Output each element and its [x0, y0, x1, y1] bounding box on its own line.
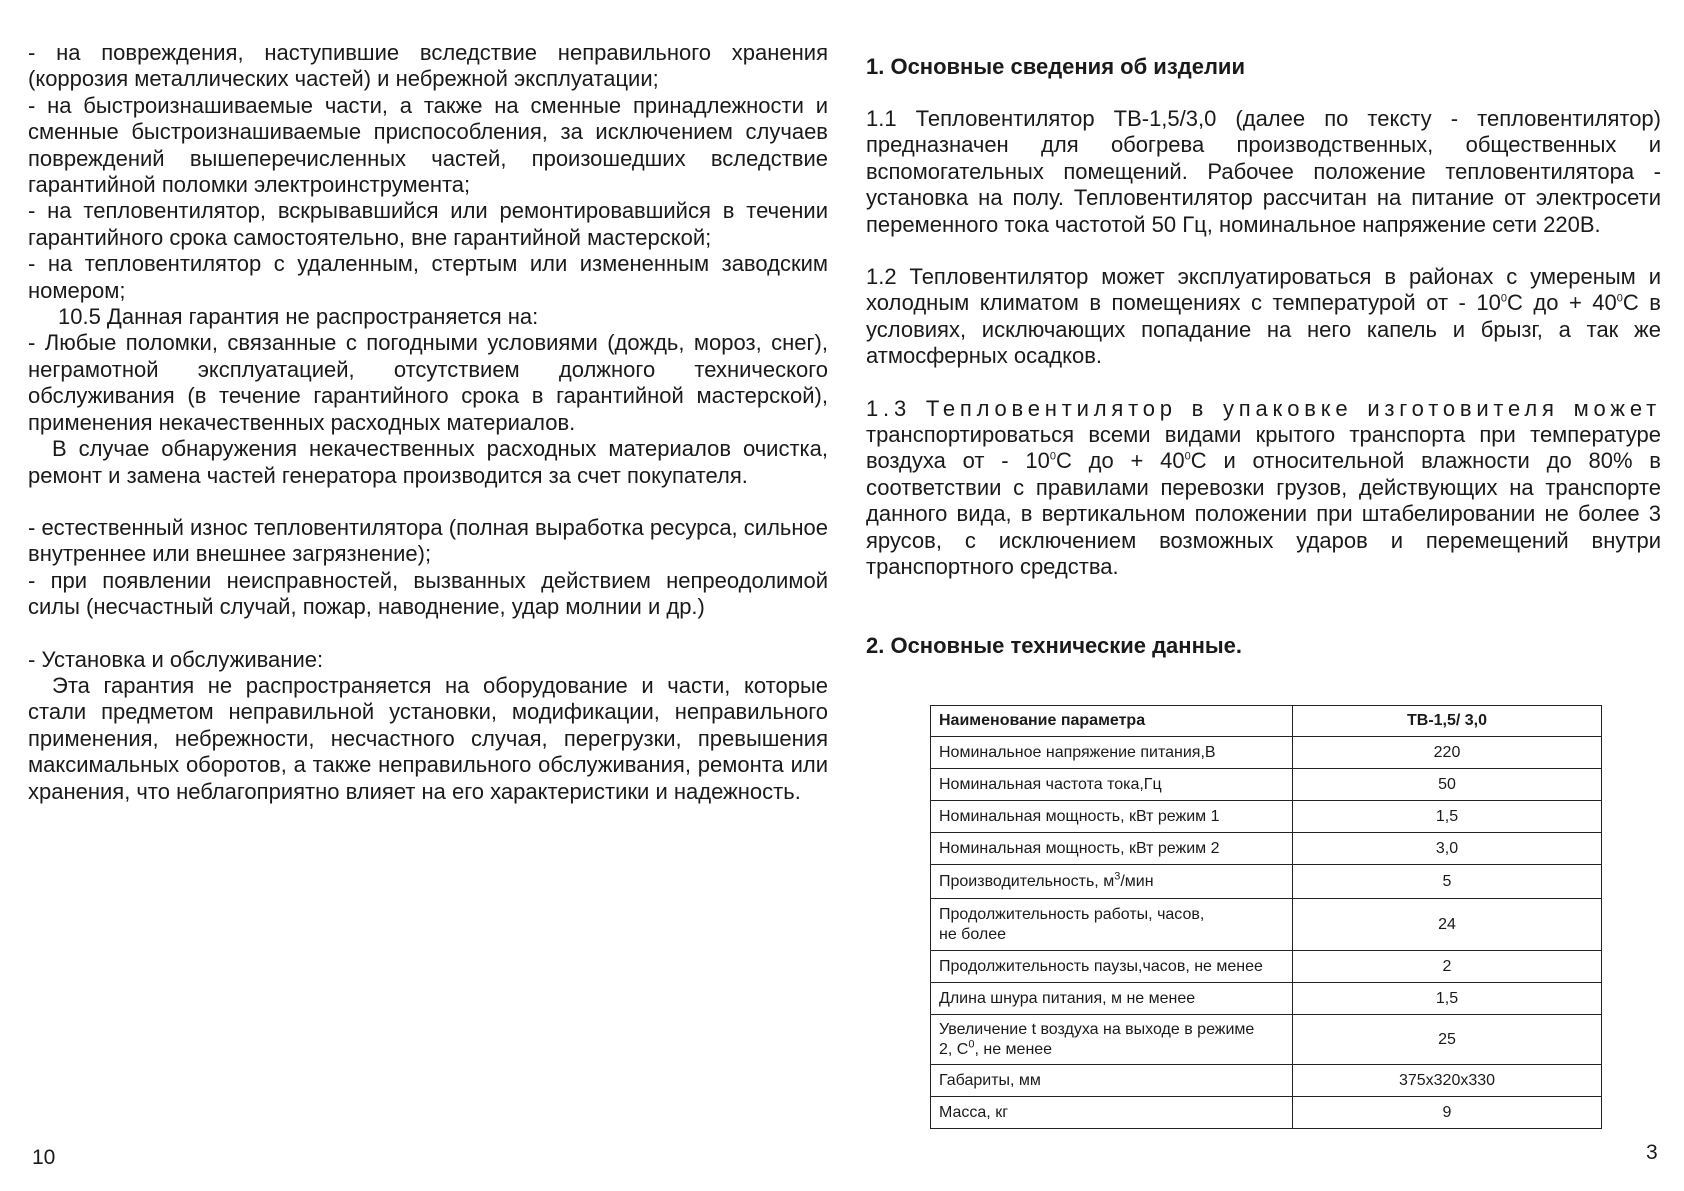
paragraph-1-3-part-c: С до + 40 [1055, 448, 1185, 474]
row-pause-time-label: Продолжительность паузы,часов, не менее [931, 951, 1293, 983]
paragraph-serial-number: - на тепловентилятор с удаленным, стертым или измененным заводским номером; [28, 251, 828, 303]
paragraph-1-3-part-d: С и относительной влажности до 80% в соответствии с правилами перевозки грузов, действующих на транспорте данного вида, в вертикальном положении при штабелировании не более 3 ярусов, с исключением возможных ударов и перемещений внутри транспортного средства. [866, 448, 1661, 580]
row-operation-time-label [931, 899, 1293, 951]
section-2-title: 2. Основные технические данные. [866, 632, 1242, 658]
table-row [931, 801, 1602, 833]
paragraph-1-3-part-b: транспортироваться всеми видами крытого транспорта при температуре воздуха от - 10 [866, 422, 1661, 474]
paragraph-installation-body: Эта гарантия не распространяется на оборудование и части, которые стали предметом неправильной установки, модификации, неправильного применения, небрежности, несчастного случая, перегрузки, превышения максимальных оборотов, а также неправильного обслуживания, ремонта или хранения, что неблагоприятно влияет на его характеристики и надежность. [28, 672, 828, 804]
row-dimensions-label: Габариты, мм [931, 1065, 1293, 1097]
row-power-mode1-label: Номинальная мощность, кВт режим 1 [931, 801, 1293, 833]
table-row [931, 737, 1602, 769]
paragraph-force-majeure: - при появлении неисправностей, вызванных действием непреодолимой силы (несчастный случай, пожар, наводнение, удар молнии и др.) [28, 567, 828, 620]
row-capacity-label [931, 865, 1293, 899]
table-row [931, 1015, 1602, 1065]
paragraph-1-1: 1.1 Тепловентилятор ТВ-1,5/3,0 (далее по тексту - тепловентилятор) предназначен для обогрева производственных, общественных и вспомогательных помещений. Рабочее положение тепловентилятора - установка на полу. Тепловентилятор рассчитан на питание от электросети переменного тока частотой 50 Гц, номинальное напряжение сети 220В. [866, 106, 1661, 237]
row-capacity-value: 5 [1293, 865, 1602, 899]
paragraph-storage-damage: - на повреждения, наступившие вследствие неправильного хранения (коррозия металлических частей) и небрежной эксплуатации; [28, 40, 828, 92]
warranty-text-column [28, 40, 828, 805]
paragraph-10-5-heading: 10.5 Данная гарантия не распространяется на: [58, 304, 539, 330]
table-row [931, 769, 1602, 801]
page-number-left: 10 [32, 1146, 56, 1169]
table-header-row [931, 706, 1602, 737]
degree-superscript: 0 [1049, 451, 1056, 464]
row-mass-label: Масса, кг [931, 1097, 1293, 1129]
row-frequency-value: 50 [1293, 769, 1602, 801]
paragraph-1-3-part-a: 1.3 Тепловентилятор в упаковке изготовителя может [866, 395, 1661, 421]
header-parameter-name: Наименование параметра [931, 706, 1293, 737]
paragraph-1-2-part-a: 1.2 Тепловентилятор может эксплуатироваться в районах с умереным и холодным климатом в помещениях с температурой от - 10 [866, 264, 1661, 316]
paragraph-installation-heading: - Установка и обслуживание: [28, 646, 324, 672]
paragraph-consumables: В случае обнаружения некачественных расходных материалов очистка, ремонт и замена частей генератора производится за счет покупателя. [28, 436, 828, 488]
paragraph-1-2-part-c: С в условиях, исключающих попадание на него капель и брызг, а так же атмосферных осадков. [866, 290, 1661, 369]
row-temp-increase-line2a: 2, С [939, 1040, 969, 1058]
row-operation-time-line1: Продолжительность работы, часов, [939, 905, 1205, 923]
row-capacity-label-unit: /мин [1120, 872, 1154, 890]
row-operation-time-line2: не более [939, 925, 1007, 943]
paragraph-weather-damage: - Любые поломки, связанные с погодными условиями (дождь, мороз, снег), неграмотной эксплуатацией, отсутствием должного технического обслуживания (в течение гарантийного срока в гарантийной мастерской), применения некачественных расходных материалов. [28, 330, 828, 435]
degree-superscript: 0 [968, 1038, 975, 1051]
row-cord-length-label: Длина шнура питания, м не менее [931, 983, 1293, 1015]
page-number-right: 3 [1646, 1141, 1658, 1164]
degree-superscript: 0 [1616, 293, 1623, 306]
row-temp-increase-value: 25 [1293, 1015, 1602, 1065]
table-row [931, 1065, 1602, 1097]
row-dimensions-value: 375x320x330 [1293, 1065, 1602, 1097]
technical-data-table [930, 705, 1602, 1129]
row-operation-time-value: 24 [1293, 899, 1602, 951]
table-row [931, 865, 1602, 899]
section-1-title: 1. Основные сведения об изделии [866, 54, 1245, 79]
row-voltage-value: 220 [1293, 737, 1602, 769]
row-temp-increase-line1: Увеличение t воздуха на выходе в режиме [939, 1020, 1255, 1038]
paragraph-natural-wear: - естественный износ тепловентилятора (полная выработка ресурса, сильное внутреннее или внешнее загрязнение); [28, 514, 828, 567]
row-power-mode1-value: 1,5 [1293, 801, 1602, 833]
degree-superscript: 0 [1500, 293, 1507, 306]
degree-superscript: 0 [1184, 451, 1191, 464]
product-info-column [866, 54, 1661, 659]
row-power-mode2-value: 3,0 [1293, 833, 1602, 865]
row-temp-increase-label [931, 1015, 1293, 1065]
row-capacity-label-text: Производительность, м [939, 872, 1115, 890]
paragraph-wear-parts: - на быстроизнашиваемые части, а также на сменные принадлежности и сменные быстроизнашиваемые приспособления, за исключением случаев повреждений вышеперечисленных частей, произошедших вследствие гарантийной поломки электроинструмента; [28, 92, 828, 198]
table-row [931, 833, 1602, 865]
table-row [931, 899, 1602, 951]
cubic-superscript: 3 [1114, 870, 1121, 883]
paragraph-1-2-part-b: С до + 40 [1506, 290, 1617, 316]
paragraph-opened-device: - на тепловентилятор, вскрывавшийся или ремонтировавшийся в течении гарантийного срока самостоятельно, вне гарантийной мастерской; [28, 198, 828, 250]
header-model: ТВ-1,5/ 3,0 [1293, 706, 1602, 737]
paragraph-1-3 [866, 396, 1661, 581]
row-temp-increase-line2b: , не менее [974, 1040, 1053, 1058]
table-row [931, 983, 1602, 1015]
row-pause-time-value: 2 [1293, 951, 1602, 983]
row-frequency-label: Номинальная частота тока,Гц [931, 769, 1293, 801]
row-voltage-label: Номинальное напряжение питания,В [931, 737, 1293, 769]
paragraph-1-2 [866, 264, 1661, 370]
table-row [931, 951, 1602, 983]
row-power-mode2-label: Номинальная мощность, кВт режим 2 [931, 833, 1293, 865]
table-row [931, 1097, 1602, 1129]
row-mass-value: 9 [1293, 1097, 1602, 1129]
row-cord-length-value: 1,5 [1293, 983, 1602, 1015]
